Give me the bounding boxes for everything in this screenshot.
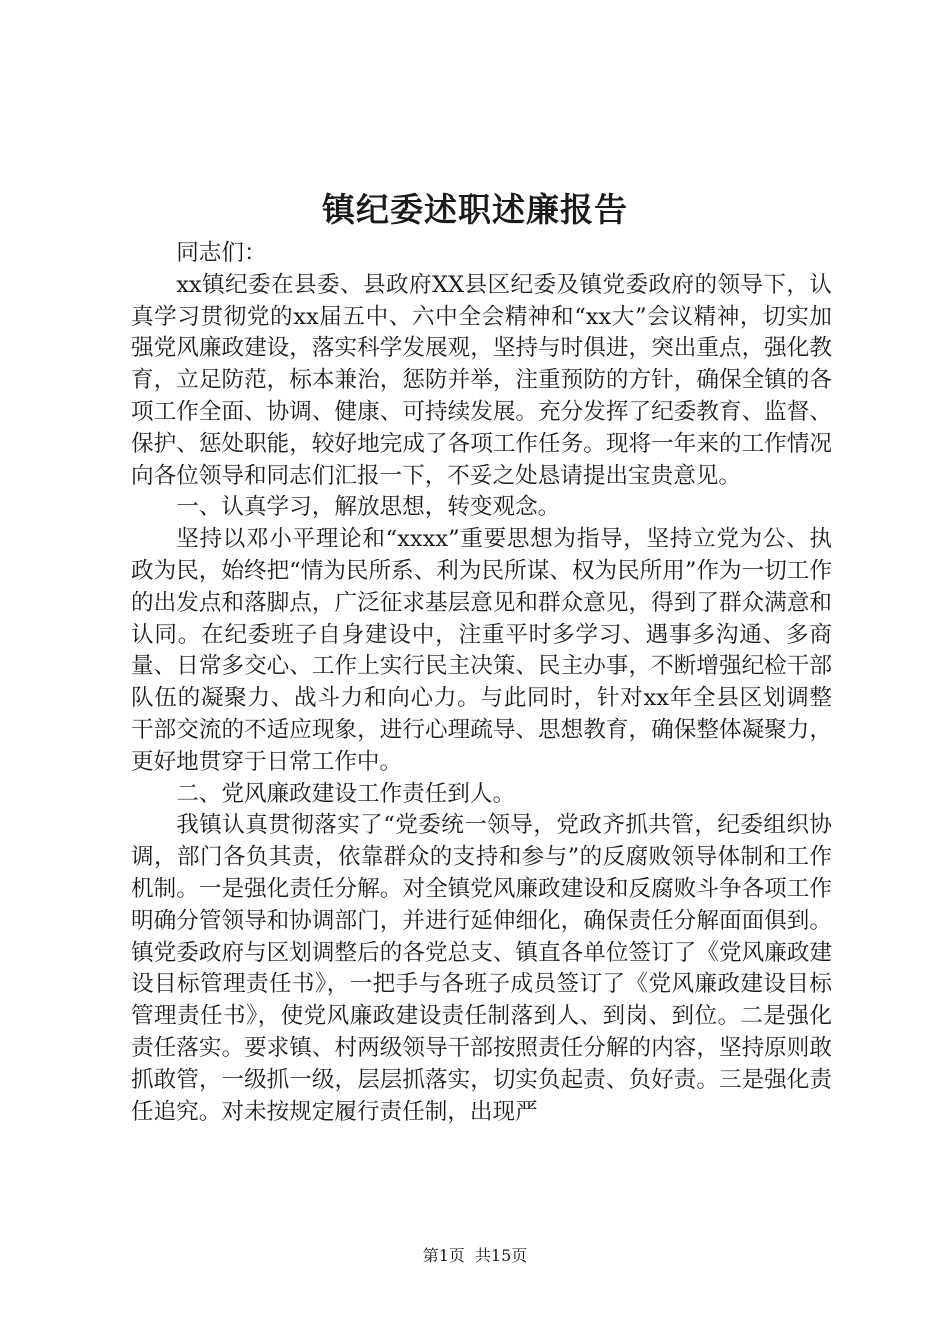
page-number: 第1页 <box>422 1246 465 1265</box>
section-1-paragraph: 坚持以邓小平理论和“xxxx”重要思想为指导，坚持立党为公、执政为民，始终把“情为民所系、利为民所谋、权为民所用”作为一切工作的出发点和落脚点，广泛征求基层意见和群众意见，得到了群众满意和认同。在纪委班子自身建设中，注重平时多学习、遇事多沟通、多商量、日常多交心、工作上实行民主决策、民主办事，不断增强纪检干部队伍的凝聚力、战斗力和向心力。与此同时，针对xx年全县区划调整干部交流的不适应现象，进行心理疏导、思想教育，确保整体凝聚力，更好地贯穿于日常工作中。 <box>131 526 832 775</box>
document-title: 镇纪委述职述廉报告 <box>322 190 628 229</box>
section-heading-1: 一、认真学习，解放思想，转变观念。 <box>176 494 561 521</box>
salutation: 同志们： <box>176 240 267 266</box>
section-heading-2: 二、党风廉政建设工作责任到人。 <box>176 780 516 807</box>
section-2-paragraph: 我镇认真贯彻落实了“党委统一领导，党政齐抓共管，纪委组织协调，部门各负其责，依靠群众的支持和参与”的反腐败领导体制和工作机制。一是强化责任分解。对全镇党风廉政建设和反腐败斗争各项工作明确分管领导和协调部门，并进行延伸细化，确保责任分解面面俱到。镇党委政府与区划调整后的各党总支、镇直各单位签订了《党风廉政建设目标管理责任书》，一把手与各班子成员签订了《党风廉政建设目标管理责任书》，使党风廉政建设责任制落到人、到岗、到位。二是强化责任落实。要求镇、村两级领导干部按照责任分解的内容，坚持原则敢抓敢管，一级抓一级，层层抓落实，切实负起责、负好责。三是强化责任追究。对未按规定履行责任制，出现严 <box>131 812 832 1125</box>
intro-paragraph: xx镇纪委在县委、县政府XX县区纪委及镇党委政府的领导下，认真学习贯彻党的xx届五中、六中全会精神和“xx大”会议精神，切实加强党风廉政建设，落实科学发展观，坚持与时俱进，突出重点，强化教育，立足防范，标本兼治，惩防并举，注重预防的方针，确保全镇的各项工作全面、协调、健康、可持续发展。充分发挥了纪委教育、监督、保护、惩处职能，较好地完成了各项工作任务。现将一年来的工作情况向各位领导和同志们汇报一下，不妥之处恳请提出宝贵意见。 <box>131 271 832 489</box>
page-total: 共15页 <box>474 1246 528 1265</box>
page-footer <box>0 1244 950 1268</box>
document-body <box>131 238 832 1128</box>
